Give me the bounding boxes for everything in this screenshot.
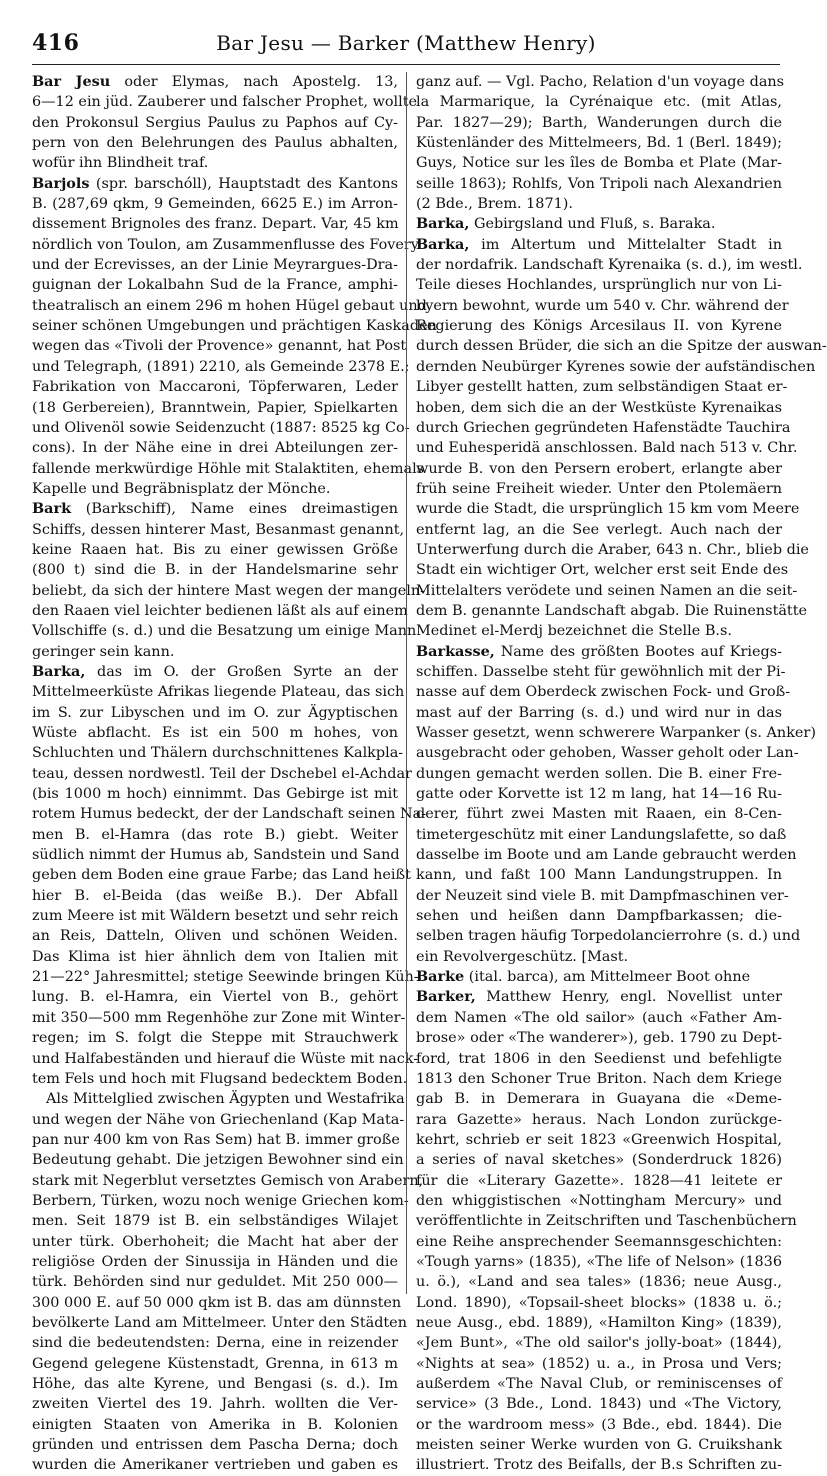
text-line: [32, 1028, 398, 1048]
text-line: [32, 72, 398, 92]
line-text: Bedeutung gehabt. Die jetzigen Bewohner sind ein: [32, 1152, 404, 1169]
text-line: [416, 1008, 782, 1028]
text-line: [416, 92, 782, 112]
line-text: wegen das «Tivoli der Provence» genannt, hat Post: [32, 338, 407, 355]
text-line: [416, 642, 782, 662]
line-text: hier B. el-Beida (das weiße B.). Der Abfall: [32, 887, 398, 904]
text-line: [32, 1130, 398, 1150]
text-line: [416, 845, 797, 865]
text-line: [416, 499, 800, 519]
line-text: Name des größten Bootes auf Kriegs-: [494, 643, 782, 660]
text-line: [416, 1089, 782, 1109]
line-text: Mittelalters verödete und seinen Namen an die seit-: [416, 582, 798, 599]
line-text: bevölkerte Land am Mittelmeer. Unter den Städten: [32, 1314, 407, 1331]
text-line: [416, 316, 782, 336]
line-text: fallende merkwürdige Höhle mit Stalaktiten, ehemals: [32, 460, 425, 477]
text-line: [32, 1110, 405, 1130]
text-line: [32, 1272, 398, 1292]
line-text: kehrt, schrieb er seit 1823 «Greenwich Hospital,: [416, 1131, 782, 1148]
text-line: [32, 1191, 409, 1211]
text-line: [416, 1252, 782, 1272]
line-text: Regierung des Königs Arcesilaus II. von Kyrene: [416, 318, 782, 335]
line-text: Unterwerfung durch die Araber, 643 n. Chr., blieb die: [416, 541, 809, 558]
text-line: [32, 662, 398, 682]
line-text: 21—22° Jahresmittel; stetige Seewinde bringen Küh-: [32, 969, 419, 986]
line-text: dem Namen «The old sailor» (auch «Father Am-: [416, 1009, 782, 1026]
text-line: [32, 1415, 398, 1435]
text-line: [32, 520, 405, 540]
text-line: [416, 1333, 782, 1353]
text-line: [32, 784, 398, 804]
text-line: [32, 1354, 398, 1374]
line-text: beliebt, da sich der hintere Mast wegen der mangeln-: [32, 582, 426, 599]
line-text: wurde B. von den Persern erobert, erlangte aber: [416, 460, 782, 477]
text-line: [32, 723, 398, 743]
text-line: [32, 1008, 406, 1028]
line-text: für die «Literary Gazette». 1828—41 leitete er: [416, 1172, 782, 1189]
line-text: Schluchten und Thälern durchschnittenes Kalkpla-: [32, 745, 404, 762]
text-line: [416, 987, 782, 1007]
text-line: [32, 113, 398, 133]
line-text: den Prokonsul Sergius Paulus zu Paphos auf Cy-: [32, 114, 398, 131]
text-line: [32, 1374, 398, 1394]
text-line: [416, 723, 816, 743]
text-line: [416, 1293, 782, 1313]
right-column: [416, 72, 827, 1474]
line-text: Gegend gelegene Küstenstadt, Grenna, in 613 m: [32, 1355, 398, 1372]
text-line: [32, 479, 398, 499]
text-line: [416, 906, 782, 926]
line-text: seiner schönen Umgebungen und prächtigen Kaskaden: [32, 318, 437, 335]
text-line: [32, 764, 412, 784]
line-text: dem B. genannte Landschaft abgab. Die Ruinenstätte: [416, 602, 808, 619]
page-number: 416: [32, 30, 80, 56]
line-text: Libyer gestellt hatten, zum selbständigen Staat er-: [416, 379, 788, 396]
text-line: [416, 926, 801, 946]
text-line: [416, 479, 782, 499]
text-line: [416, 133, 782, 153]
line-text: geringer sein kann.: [32, 643, 175, 660]
text-line: [32, 1211, 398, 1231]
text-line: [32, 1232, 398, 1252]
text-line: [32, 336, 407, 356]
text-line: [416, 296, 789, 316]
header-rule: [32, 64, 780, 65]
line-text: selben tragen häufig Torpedolancierrohre (s. d.) und: [416, 928, 801, 945]
text-line: [416, 967, 782, 987]
text-line: [416, 174, 782, 194]
text-line: [32, 581, 426, 601]
line-text: 1813 den Schoner True Briton. Nach dem Kriege: [416, 1070, 782, 1087]
running-title: Bar Jesu — Barker (Matthew Henry): [216, 31, 596, 55]
text-line: [32, 1293, 402, 1313]
text-line: [416, 194, 782, 214]
text-line: [32, 1089, 405, 1109]
text-line: [32, 1435, 398, 1455]
line-text: dungen gemacht werden sollen. Die B. einer Fre-: [416, 765, 782, 782]
text-line: [32, 642, 398, 662]
text-line: [416, 72, 785, 92]
entry-headword: Bar Jesu: [32, 73, 111, 90]
text-line: [416, 1354, 782, 1374]
line-text: geben dem Boden eine graue Farbe; das Land heißt: [32, 867, 411, 884]
text-line: [32, 540, 398, 560]
line-text: eine Reihe ansprechender Seemannsgeschichten:: [416, 1233, 782, 1250]
line-text: nördlich von Toulon, am Zusammenflusse des Fovery: [32, 236, 419, 253]
line-text: und Olivenöl sowie Seidenzucht (1887: 8525 kg Co-: [32, 419, 410, 436]
line-text: pan nur 400 km von Ras Sem) hat B. immer große: [32, 1131, 400, 1148]
line-text: und wegen der Nähe von Griechenland (Kap Mata-: [32, 1111, 405, 1128]
text-line: [416, 1313, 782, 1333]
text-line: [32, 133, 398, 153]
text-line: [416, 1435, 782, 1455]
line-text: derer, führt zwei Masten mit Raaen, ein 8-Cen-: [416, 806, 782, 823]
text-line: [416, 1415, 782, 1435]
line-text: mast auf der Barring (s. d.) und wird nur in das: [416, 704, 782, 721]
text-line: [32, 1313, 407, 1333]
line-text: der nordafrik. Landschaft Kyrenaika (s. d.), im westl.: [416, 257, 803, 274]
line-text: zum Meere ist mit Wäldern besetzt und sehr reich: [32, 908, 399, 925]
entry-headword: Barke: [416, 968, 465, 986]
text-line: [32, 1069, 408, 1089]
text-line: [416, 377, 788, 397]
text-line: [32, 438, 398, 458]
line-text: kann, und faßt 100 Mann Landungstruppen. In: [416, 867, 782, 884]
text-line: [32, 92, 418, 112]
entry-headword: Barker,: [416, 988, 476, 1006]
line-text: mit 350—500 mm Regenhöhe zur Zone mit Winter-: [32, 1009, 406, 1026]
text-line: [416, 662, 786, 682]
line-text: illustriert. Trotz des Beifalls, der B.s Schriften zu-: [416, 1457, 782, 1474]
line-text: ganz auf. — Vgl. Pacho, Relation d'un voyage dans: [416, 74, 785, 90]
page-header: [32, 30, 780, 62]
line-text: wofür ihn Blindheit traf.: [32, 155, 209, 172]
text-line: [32, 703, 398, 723]
line-text: tem Fels und hoch mit Flugsand bedecktem Boden.: [32, 1070, 408, 1087]
text-line: [32, 235, 419, 255]
line-text: Lond. 1890), «Topsail-sheet blocks» (1838 u. ö.;: [416, 1294, 782, 1311]
line-text: veröffentlichte in Zeitschriften und Taschenbüchern: [416, 1213, 797, 1230]
line-text: B. (287,69 qkm, 9 Gemeinden, 6625 E.) im Arron-: [32, 196, 398, 213]
text-line: [416, 1232, 782, 1252]
line-text: timetergeschütz mit einer Landungslafette, so daß: [416, 826, 787, 843]
line-text: byern bewohnt, wurde um 540 v. Chr. während der: [416, 297, 789, 314]
text-line: [32, 743, 404, 763]
line-text: Medinet el-Merdj bezeichnet die Stelle B.s.: [416, 623, 732, 640]
line-text: seille 1863); Rohlfs, Von Tripoli nach Alexandrien: [416, 175, 782, 192]
text-line: [416, 743, 799, 763]
line-text: gründen und entrissen dem Pascha Derna; doch: [32, 1437, 398, 1454]
text-line: [416, 540, 809, 560]
text-line: [32, 601, 408, 621]
text-line: [32, 1049, 419, 1069]
line-text: früh seine Freiheit wieder. Unter den Ptolemäern: [416, 480, 782, 497]
text-line: [32, 499, 398, 519]
entry-headword: Barjols: [32, 174, 90, 192]
text-line: [32, 906, 398, 926]
line-text: im Altertum und Mittelalter Stadt in: [469, 236, 782, 253]
line-text: sind die bedeutendsten: Derna, eine in reizender: [32, 1335, 398, 1352]
text-line: [32, 255, 398, 275]
line-text: lung. B. el-Hamra, ein Viertel von B., gehört: [32, 989, 398, 1006]
left-column: [32, 72, 437, 1474]
line-text: Höhe, das alte Kyrene, und Bengasi (s. d.). Im: [32, 1376, 398, 1392]
line-text: oder Elymas, nach Apostelg. 13,: [110, 74, 399, 90]
text-line: [32, 804, 427, 824]
line-text: gab B. in Demerara in Guayana die «Deme-: [416, 1091, 782, 1108]
text-line: [416, 1130, 782, 1150]
text-line: [416, 865, 782, 885]
line-text: durch dessen Brüder, die sich an die Spitze der auswan-: [416, 338, 827, 355]
line-text: und Halfabeständen und hierauf die Wüste mit nack-: [32, 1050, 419, 1067]
line-text: (18 Gerbereien), Branntwein, Papier, Spielkarten: [32, 399, 398, 416]
line-text: das im O. der Großen Syrte an der: [85, 663, 398, 680]
text-line: [416, 682, 791, 702]
line-text: Als Mittelglied zwischen Ägypten und Westafrika: [46, 1091, 405, 1108]
text-line: [416, 336, 827, 356]
text-line: [32, 418, 410, 438]
text-line: [416, 825, 787, 845]
text-line: [416, 153, 782, 173]
line-text: 6—12 ein jüd. Zauberer und falscher Prophet, wollte: [32, 94, 418, 111]
line-text: la Marmarique, la Cyrénaique etc. (mit Atlas,: [416, 94, 782, 111]
line-text: (800 t) sind die B. in der Handelsmarine sehr: [32, 562, 398, 579]
line-text: cons). In der Nähe eine in drei Abteilungen zer-: [32, 440, 398, 457]
text-line: [416, 1171, 782, 1191]
line-text: «Jem Bunt», «The old sailor's jolly-boat» (1844),: [416, 1335, 782, 1352]
line-text: wurde die Stadt, die ursprünglich 15 km vom Meere: [416, 501, 800, 518]
line-text: und der Ecrevisses, an der Linie Meyrargues-Dra-: [32, 257, 398, 274]
text-line: [416, 1069, 782, 1089]
line-text: Matthew Henry, engl. Novellist unter: [475, 989, 782, 1006]
text-line: [416, 113, 782, 133]
text-line: [416, 214, 782, 234]
text-line: [32, 275, 398, 295]
text-line: [416, 1049, 782, 1069]
line-text: ausgebracht oder gehoben, Wasser geholt oder Lan-: [416, 745, 799, 762]
line-text: Wüste abflacht. Es ist ein 500 m hohes, von: [32, 725, 398, 741]
line-text: nasse auf dem Oberdeck zwischen Fock- und Groß-: [416, 684, 791, 701]
text-line: [416, 520, 782, 540]
entry-headword: Barka,: [32, 662, 86, 680]
text-line: [32, 194, 398, 214]
text-line: [32, 926, 398, 946]
line-text: meisten seiner Werke wurden von G. Cruikshank: [416, 1437, 782, 1454]
text-line: [416, 418, 791, 438]
line-text: rara Gazette» heraus. Nach London zurückge-: [416, 1111, 782, 1128]
line-text: stark mit Negerblut versetztes Gemisch von Arabern,: [32, 1172, 424, 1189]
line-text: (2 Bde., Brem. 1871).: [416, 196, 573, 213]
text-line: [32, 1455, 398, 1475]
entry-headword: Barkasse,: [416, 642, 495, 660]
text-line: [32, 1394, 398, 1414]
line-text: (spr. barschóll), Hauptstadt des Kantons: [89, 175, 398, 192]
text-line: [416, 438, 798, 458]
text-line: [32, 1252, 398, 1272]
line-text: Stadt ein wichtiger Ort, welcher erst seit Ende des: [416, 562, 789, 579]
text-line: [32, 865, 411, 885]
text-line: [32, 886, 398, 906]
text-line: [32, 153, 398, 173]
line-text: zweiten Viertel des 19. Jahrh. wollten die Ver-: [32, 1396, 398, 1413]
line-text: «Nights at sea» (1852) u. a., in Prosa und Vers;: [416, 1355, 782, 1372]
line-text: südlich nimmt der Humus ab, Sandstein und Sand: [32, 847, 400, 864]
line-text: Berbern, Türken, wozu noch wenige Griechen kom-: [32, 1192, 409, 1209]
text-line: [32, 987, 398, 1007]
line-text: regen; im S. folgt die Steppe mit Strauchwerk: [32, 1030, 398, 1047]
line-text: Wasser gesetzt, wenn schwerere Warpanker (s. Anker): [416, 725, 816, 741]
line-text: den whiggistischen «Nottingham Mercury» und: [416, 1192, 782, 1209]
line-text: or the wardroom mess» (3 Bde., ebd. 1844). Die: [416, 1416, 782, 1433]
text-line: [416, 235, 782, 255]
line-text: der Neuzeit sind viele B. mit Dampfmaschinen ver-: [416, 887, 789, 904]
text-line: [416, 1110, 782, 1130]
line-text: an Reis, Datteln, Oliven und schönen Weiden.: [32, 928, 398, 945]
text-line: [416, 255, 803, 275]
text-line: [416, 1374, 782, 1394]
text-line: [416, 1455, 782, 1475]
line-text: Teile dieses Hochlandes, ursprünglich nur von Li-: [416, 277, 782, 294]
line-text: «Tough yarns» (1835), «The life of Nelson» (1836: [416, 1253, 782, 1270]
line-text: Gebirgsland und Fluß, s. Baraka.: [469, 216, 716, 233]
line-text: (Barkschiff), Name eines dreimastigen: [71, 501, 398, 518]
entry-headword: Bark: [32, 500, 72, 518]
text-line: [32, 316, 437, 336]
text-line: [32, 398, 398, 418]
text-line: [32, 560, 398, 580]
text-line: [416, 784, 782, 804]
text-line: [32, 296, 427, 316]
line-text: hoben, dem sich die an der Westküste Kyrenaikas: [416, 399, 782, 416]
line-text: brose» oder «The wanderer»), geb. 1790 zu Dept-: [416, 1030, 782, 1047]
text-line: [32, 825, 398, 845]
text-line: [32, 357, 410, 377]
line-text: men B. el-Hamra (das rote B.) giebt. Weiter: [32, 826, 398, 843]
line-text: außerdem «The Naval Club, or reminiscenses of: [416, 1376, 782, 1392]
line-text: Schiffs, dessen hinterer Mast, Besanmast genannt,: [32, 521, 405, 538]
text-line: [32, 1171, 424, 1191]
line-text: Fabrikation von Maccaroni, Töpferwaren, Leder: [32, 379, 398, 396]
line-text: durch Griechen gegründeten Hafenstädte Tauchira: [416, 419, 791, 436]
line-text: Guys, Notice sur les îles de Bomba et Plate (Mar-: [416, 155, 782, 172]
line-text: theatralisch an einem 296 m hohen Hügel gebaut und: [32, 297, 427, 314]
line-text: 300 000 E. auf 50 000 qkm ist B. das am dünnsten: [32, 1294, 402, 1311]
line-text: service» (3 Bde., Lond. 1843) und «The Victory,: [416, 1396, 782, 1413]
line-text: pern von den Belehrungen des Paulus abhalten,: [32, 135, 398, 152]
text-line: [32, 459, 425, 479]
text-line: [32, 1150, 404, 1170]
text-line: [416, 1272, 782, 1292]
line-text: dissement Brignoles des franz. Depart. Var, 45 km: [32, 216, 399, 233]
line-text: u. ö.), «Land and sea tales» (1836; neue Ausg.,: [416, 1274, 782, 1291]
text-line: [416, 764, 782, 784]
line-text: entfernt lag, an die See verlegt. Auch nach der: [416, 521, 782, 538]
text-line: [32, 947, 398, 967]
line-text: türk. Behörden sind nur geduldet. Mit 250 000—: [32, 1274, 398, 1291]
column-divider: [406, 72, 407, 1294]
line-text: und Telegraph, (1891) 2210, als Gemeinde 2378 E.;: [32, 358, 410, 375]
text-line: [416, 804, 782, 824]
text-line: [32, 845, 398, 865]
line-text: (ital. barca), am Mittelmeer Boot ohne: [464, 969, 751, 986]
entry-headword: Barka,: [416, 235, 470, 253]
text-line: [416, 947, 782, 967]
text-line: [32, 174, 398, 194]
line-text: schiffen. Dasselbe steht für gewöhnlich mit der Pi-: [416, 663, 786, 680]
entry-headword: Barka,: [416, 215, 470, 233]
text-line: [32, 967, 419, 987]
line-text: gatte oder Korvette ist 12 m lang, hat 14—16 Ru-: [416, 786, 782, 803]
line-text: teau, dessen nordwestl. Teil der Dschebel el-Achdar: [32, 765, 412, 782]
line-text: unter türk. Oberhoheit; die Macht hat aber der: [32, 1233, 398, 1250]
line-text: Vollschiffe (s. d.) und die Besatzung um einige Mann: [32, 623, 417, 640]
text-line: [416, 398, 782, 418]
text-line: [416, 601, 808, 621]
text-line: [416, 581, 798, 601]
line-text: den Raaen viel leichter bedienen läßt als auf einem: [32, 602, 408, 619]
text-line: [416, 560, 789, 580]
text-line: [416, 1191, 782, 1211]
line-text: neue Ausg., ebd. 1889), «Hamilton King» (1839),: [416, 1314, 782, 1331]
line-text: keine Raaen hat. Bis zu einer gewissen Größe: [32, 541, 398, 558]
line-text: guignan der Lokalbahn Sud de la France, amphi-: [32, 277, 398, 294]
line-text: religiöse Orden der Sinussija in Händen und die: [32, 1253, 398, 1270]
line-text: Par. 1827—29); Barth, Wanderungen durch die: [416, 114, 782, 131]
line-text: sehen und heißen dann Dampfbarkassen; die-: [416, 908, 782, 925]
line-text: rotem Humus bedeckt, der der Landschaft seinen Na-: [32, 806, 427, 823]
line-text: dasselbe im Boote und am Lande gebraucht werden: [416, 847, 797, 864]
text-line: [32, 214, 398, 234]
line-text: Das Klima ist hier ähnlich dem von Italien mit: [32, 948, 398, 965]
line-text: Küstenländer des Mittelmeers, Bd. 1 (Berl. 1849);: [416, 135, 782, 152]
text-line: [416, 357, 816, 377]
text-line: [32, 377, 398, 397]
line-text: wurden die Amerikaner vertrieben und gaben es: [32, 1457, 398, 1474]
text-line: [32, 1333, 398, 1353]
line-text: im S. zur Libyschen und im O. zur Ägyptischen: [32, 704, 398, 721]
line-text: (bis 1000 m hoch) einnimmt. Das Gebirge ist mit: [32, 786, 398, 803]
line-text: und Euhesperidä anschlossen. Bald nach 513 v. Chr.: [416, 440, 798, 457]
line-text: men. Seit 1879 ist B. ein selbständiges Wilajet: [32, 1213, 398, 1230]
line-text: a series of naval sketches» (Sonderdruck 1826): [416, 1152, 782, 1169]
line-text: dernden Neubürger Kyrenes sowie der aufständischen: [416, 358, 816, 375]
line-text: Mittelmeerküste Afrikas liegende Plateau, das sich: [32, 684, 405, 701]
text-line: [416, 459, 782, 479]
text-line: [416, 1150, 782, 1170]
text-line: [416, 703, 782, 723]
text-line: [32, 621, 417, 641]
text-line: [416, 1211, 797, 1231]
line-text: einigten Staaten von Amerika in B. Kolonien: [32, 1416, 398, 1433]
line-text: ein Revolvergeschütz. [Mast.: [416, 948, 629, 965]
text-line: [416, 886, 789, 906]
text-line: [416, 275, 782, 295]
text-line: [32, 682, 405, 702]
line-text: ford, trat 1806 in den Seedienst und befehligte: [416, 1050, 782, 1067]
text-line: [416, 621, 782, 641]
text-line: [416, 1394, 782, 1414]
text-line: [416, 1028, 782, 1048]
line-text: Kapelle und Begräbnisplatz der Mönche.: [32, 480, 331, 497]
